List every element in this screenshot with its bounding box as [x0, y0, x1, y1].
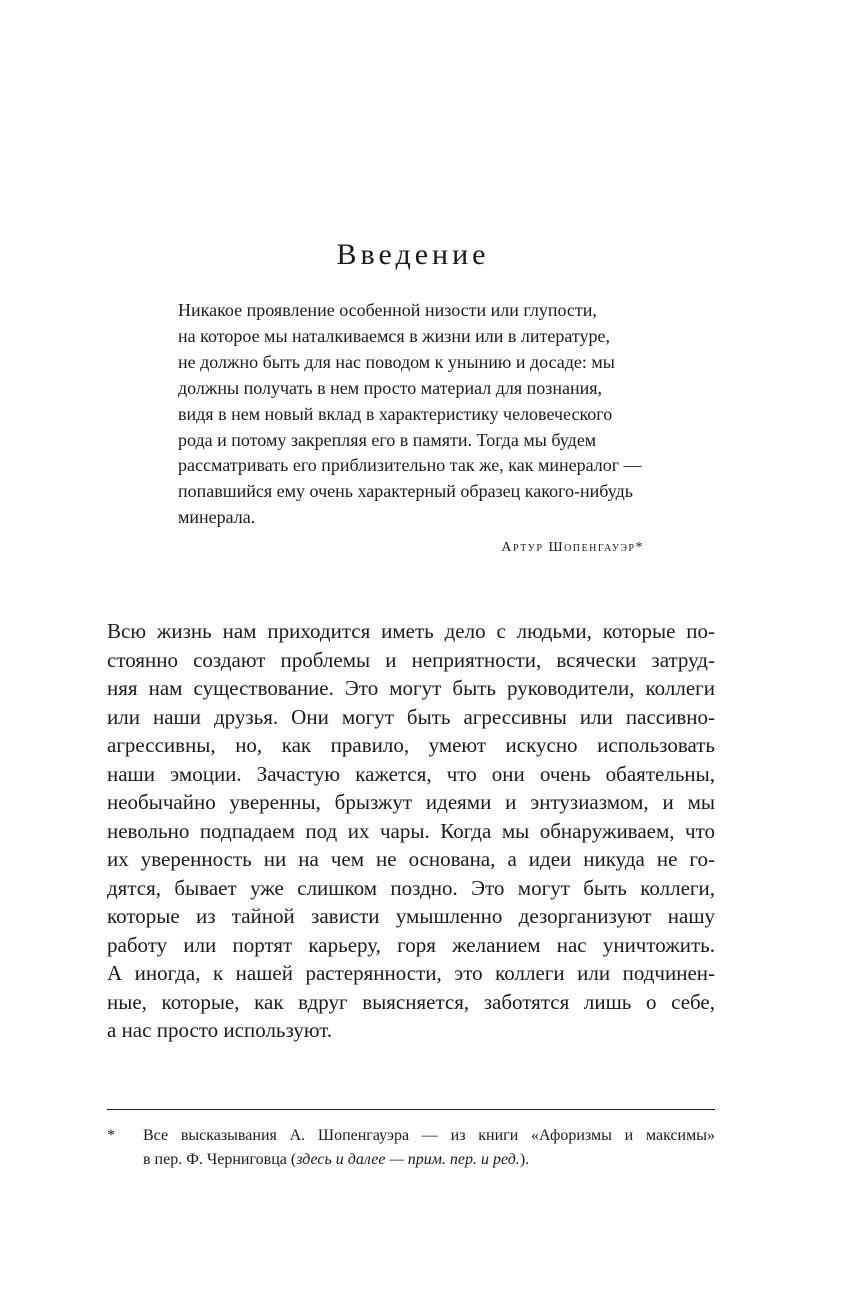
body-line: необычайно уверенны, брызжут идеями и энтузиазмом, и мы [107, 790, 715, 814]
epigraph-line: видя в нем новый вклад в характеристику человеческого [178, 403, 613, 424]
body-line: или наши друзья. Они могут быть агрессивны или пассивно- [107, 704, 715, 729]
body-line: их уверенность ни на чем не основана, а идеи никуда не го- [107, 847, 715, 871]
footnote-text [143, 1124, 715, 1172]
epigraph-line: должны получать в нем просто материал для познания, [178, 377, 603, 398]
footnote-divider [107, 1109, 715, 1110]
body-line: работу или портят карьеру, горя желанием нас уничтожить. [107, 932, 715, 957]
epigraph-line: не должно быть для нас поводом к унынию и досаде: мы [178, 351, 615, 372]
body-line: дятся, бывает уже слишком поздно. Это могут быть коллеги, [107, 875, 715, 900]
body-line: невольно подпадаем под их чары. Когда мы обнаруживаем, что [107, 818, 715, 843]
epigraph-line: рода и потому закрепляя его в памяти. Тогда мы будем [178, 429, 597, 450]
body-line: ные, которые, как вдруг выясняется, заботятся лишь о себе, [107, 989, 715, 1014]
epigraph-line: на которое мы наталкиваемся в жизни или в литературе, [178, 325, 610, 346]
body-line: агрессивны, но, как правило, умеют искусно использовать [107, 733, 715, 757]
footnote-line [143, 1148, 715, 1172]
footnote-line: Все высказывания А. Шопенгауэра — из книги «Афоризмы и максимы» [143, 1127, 715, 1144]
epigraph-line: попавшийся ему очень характерный образец какого-нибудь [178, 481, 633, 502]
body-line: а нас просто используют. [107, 1018, 333, 1042]
body-paragraph [107, 617, 715, 1045]
body-line: стоянно создают проблемы и неприятности, всячески затруд- [107, 647, 715, 672]
body-line: А иногда, к нашей растерянности, это коллеги или подчинен- [107, 961, 715, 985]
body-line: Всю жизнь нам приходится иметь дело с людьми, которые по- [107, 619, 715, 643]
epigraph-line: минерала. [178, 507, 256, 528]
footnote-editor-note: здесь и далее — прим. пер. и ред. [296, 1151, 520, 1168]
epigraph [178, 298, 703, 531]
epigraph-line: Никакое проявление особенной низости или глупости, [178, 300, 597, 320]
body-line: няя нам существование. Это могут быть руководители, коллеги [107, 676, 715, 700]
epigraph-author: Артур Шопенгауэр* [501, 540, 644, 555]
epigraph-line: рассматривать его приблизительно так же, как минералог — [178, 455, 642, 476]
chapter-title: Введение [336, 238, 490, 271]
footnote-marker: * [107, 1127, 115, 1144]
footnote-line-suffix: ). [519, 1151, 530, 1168]
body-line: наши эмоции. Зачастую кажется, что они очень обаятельны, [107, 761, 715, 786]
footnote [107, 1124, 715, 1172]
body-line: которые из тайной зависти умышленно дезорганизуют нашу [107, 904, 715, 928]
footnote-line-prefix: в пер. Ф. Черниговца ( [143, 1151, 297, 1168]
